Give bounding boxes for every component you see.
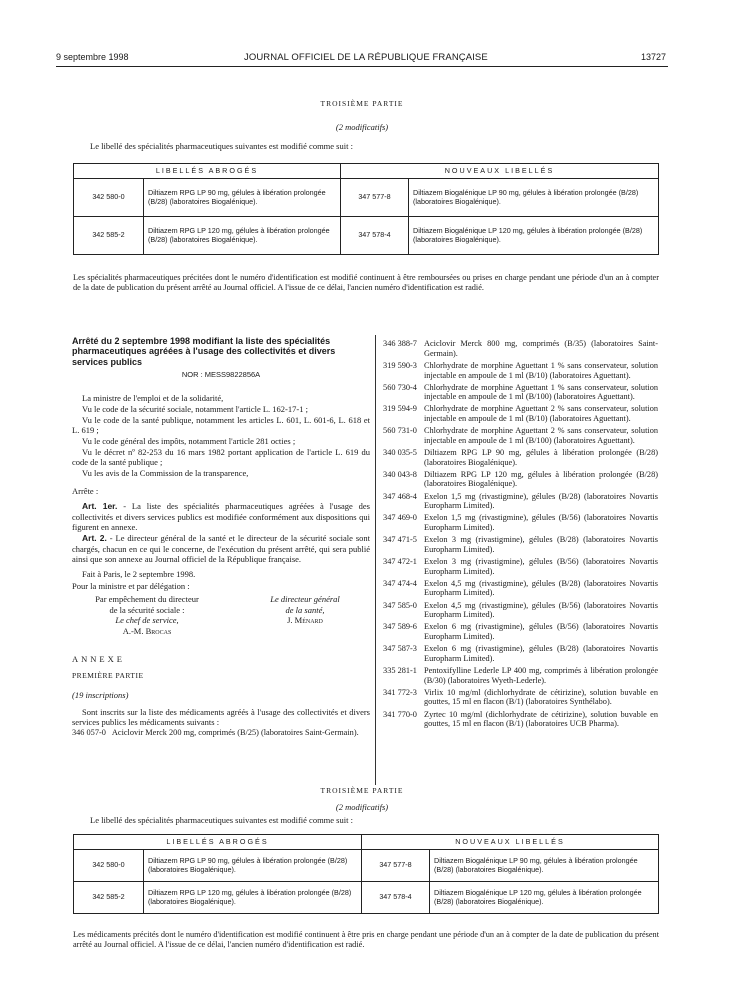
signature-left-name: A.-M. Brocas — [122, 625, 172, 636]
cip-code: 341 770-0 — [383, 709, 417, 719]
signature-right — [240, 594, 370, 626]
list-item — [376, 557, 658, 576]
table-row — [74, 179, 659, 217]
cip-code: 347 589-6 — [383, 622, 417, 632]
col-header-old: LIBELLÉS ABROGÉS — [74, 835, 362, 850]
article-1-text: - La liste des spécialités pharmaceutiques agréées à l'usage des collectivités et divers services publics est modifiée conformément aux dispositions qui figurent en annexe. — [72, 501, 370, 533]
cip-code: 347 472-1 — [383, 556, 417, 566]
col-header-old: LIBELLÉS ABROGÉS — [74, 164, 341, 179]
cip-code: 560 731-0 — [383, 426, 417, 436]
entry-text: Exelon 4,5 mg (rivastigmine), gélules (B/28) (laboratoires Novartis Europharm Limited). — [424, 578, 658, 598]
visa-minister: La ministre de l'emploi et de la solidarité, — [82, 393, 224, 404]
entry-text: Diltiazem RPG LP 120 mg, gélules à libération prolongée (B/28) (laboratoires Biogalénique). — [424, 469, 658, 489]
arrete-title: Arrêté du 2 septembre 1998 modifiant la liste des spécialités pharmaceutiques agréées à l'usage des collectivités et divers services publics — [72, 336, 336, 367]
list-item — [376, 470, 658, 489]
new-code: 347 578-4 — [341, 217, 409, 255]
article-1 — [72, 501, 370, 533]
medicines-list — [376, 339, 658, 731]
premiere-partie-heading: PREMIÈRE PARTIE — [72, 670, 144, 680]
list-item — [376, 448, 658, 467]
arrete-verb: Arrête : — [72, 486, 99, 497]
entry-text: Exelon 3 mg (rivastigmine), gélules (B/56) (laboratoires Novartis Europharm Limited). — [424, 556, 658, 576]
cip-code: 560 730-4 — [383, 382, 417, 392]
col-header-new: NOUVEAUX LIBELLÉS — [362, 835, 659, 850]
arrete-column — [72, 336, 370, 741]
cip-code: 340 043-8 — [383, 469, 417, 479]
entry-text: Exelon 4,5 mg (rivastigmine), gélules (B/56) (laboratoires Novartis Europharm Limited). — [424, 600, 658, 620]
visa-item: Vu le code de la santé publique, notamment les articles L. 601, L. 601-6, L. 618 et L. 619 ; — [72, 414, 370, 436]
entry-text: Exelon 3 mg (rivastigmine), gélules (B/28) (laboratoires Novartis Europharm Limited). — [424, 535, 658, 554]
fait-a-paris: Fait à Paris, le 2 septembre 1998. — [82, 568, 196, 579]
list-item — [376, 710, 658, 729]
cip-code: 347 585-0 — [383, 600, 417, 610]
signature-right-title: de la santé, — [285, 604, 325, 615]
old-code: 342 580-0 — [74, 850, 144, 882]
bottom-footer-note: Les médicaments précités dont le numéro d'identification est modifié continuent à être pris en charge pendant une période d'un an à compter de la date de publication du présent arrêté au Journal officiel. A l'issue de ce délai, l'ancien numéro d'identification est radié. — [73, 930, 659, 950]
entry-text: Aciclovir Merck 800 mg, comprimés (B/35) (laboratoires Saint-Germain). — [424, 339, 658, 358]
old-code: 342 585-2 — [74, 882, 144, 914]
nor-reference: NOR : MESS9822856A — [181, 370, 261, 380]
cip-code: 346 388-7 — [383, 339, 417, 348]
new-label: Diltiazem Biogalénique LP 90 mg, gélules à libération prolongée (B/28) (laboratoires Biogalénique). — [409, 179, 659, 217]
table-row — [74, 217, 659, 255]
issue-date: 9 septembre 1998 — [56, 52, 129, 62]
list-item — [376, 492, 658, 511]
signature-right-name: J. Ménard — [287, 615, 323, 626]
page-number: 13727 — [640, 52, 666, 62]
entry-text: Virlix 10 mg/ml (dichlorhydrate de cétirizine), solution buvable en gouttes, 15 ml en flacon (B/1) (laboratoires Synthélabo). — [424, 687, 658, 707]
visa-item: Vu le code général des impôts, notamment l'article 281 octies ; — [82, 435, 296, 446]
old-label: Diltiazem RPG LP 90 mg, gélules à libération prolongée (B/28) (laboratoires Biogalénique). — [144, 179, 341, 217]
article-2-label: Art. 2. — [82, 532, 107, 543]
visa-item: Vu les avis de la Commission de la transparence, — [82, 467, 249, 478]
entry-text: Zyrtec 10 mg/ml (dichlorhydrate de cétirizine), solution buvable en gouttes, 15 ml en flacon (B/1) (laboratoires UCB Pharma). — [424, 709, 658, 729]
list-item — [376, 404, 658, 423]
annexe-heading: ANNEXE — [72, 654, 125, 665]
cip-code: 347 474-4 — [383, 578, 417, 588]
article-2-text: - Le directeur général de la santé et le directeur de la sécurité sociale sont chargés, chacun en ce qui le concerne, de l'exécution du présent arrêté, qui sera publié ainsi que son annexe au Journal officiel de la République française. — [72, 532, 370, 565]
cip-code: 319 594-9 — [383, 404, 417, 414]
cip-code: 346 057-0 — [72, 727, 106, 737]
top-part-heading: TROISIÈME PARTIE — [320, 99, 404, 108]
cip-code: 341 772-3 — [383, 687, 417, 697]
cip-code: 347 587-3 — [383, 644, 417, 654]
list-item — [376, 513, 658, 532]
entry-text: Diltiazem RPG LP 90 mg, gélules à libération prolongée (B/28) (laboratoires Biogalénique). — [424, 447, 658, 467]
new-code: 347 578-4 — [362, 882, 430, 914]
signature-block — [72, 594, 370, 646]
signature-left — [72, 594, 222, 637]
signature-left-line: Par empêchement du directeur — [95, 594, 199, 605]
new-label: Diltiazem Biogalénique LP 120 mg, gélules à libération prolongée (B/28) (laboratoires Biogalénique). — [430, 882, 659, 914]
cip-code: 347 469-0 — [383, 513, 417, 523]
table-row — [74, 882, 659, 914]
cip-code: 347 471-5 — [383, 535, 417, 545]
list-item — [376, 339, 658, 358]
list-item — [376, 688, 658, 707]
list-item — [376, 622, 658, 641]
visa-item: Vu le code de la sécurité sociale, notamment l'article L. 162-17-1 ; — [82, 404, 308, 415]
cip-code: 347 468-4 — [383, 491, 417, 501]
top-intro: Le libellé des spécialités pharmaceutiques suivantes est modifié comme suit : — [90, 141, 353, 151]
old-code: 342 580-0 — [74, 179, 144, 217]
old-label: Diltiazem RPG LP 120 mg, gélules à libération prolongée (B/28) (laboratoires Biogalénique). — [144, 882, 362, 914]
signature-right-title: Le directeur général — [270, 594, 340, 605]
new-label: Diltiazem Biogalénique LP 120 mg, gélules à libération prolongée (B/28) (laboratoires Biogalénique). — [409, 217, 659, 255]
bottom-modifs: (2 modificatifs) — [335, 802, 389, 812]
old-label: Diltiazem RPG LP 120 mg, gélules à libération prolongée (B/28) (laboratoires Biogalénique). — [144, 217, 341, 255]
cip-code: 335 281-1 — [383, 665, 417, 675]
cip-code: 319 590-3 — [383, 360, 417, 370]
bottom-part-heading: TROISIÈME PARTIE — [320, 786, 404, 795]
delegation-line: Pour la ministre et par délégation : — [72, 581, 190, 592]
table-row — [74, 850, 659, 882]
entry-text: Pentoxifylline Lederle LP 400 mg, comprimés à libération prolongée (B/30) (laboratoires Wyeth-Lederle). — [424, 665, 658, 685]
table-header-row — [74, 835, 659, 850]
entry-text: Chlorhydrate de morphine Aguettant 1 % sans conservateur, solution injectable en ampoule de 1 ml (B/100) (laboratoires Aguettant). — [424, 382, 658, 402]
inscrits-intro: Sont inscrits sur la liste des médicaments agréés à l'usage des collectivités et divers services publics les médicaments suivants : — [72, 706, 370, 728]
visa-item: Vu le décret nº 82-253 du 16 mars 1982 portant application de l'article L. 619 du code de la santé publique ; — [72, 446, 370, 468]
bottom-replacement-table — [73, 834, 659, 914]
article-1-label: Art. 1er. — [82, 501, 118, 512]
col-header-new: NOUVEAUX LIBELLÉS — [341, 164, 659, 179]
top-replacement-table — [73, 163, 659, 255]
signature-left-line: de la sécurité sociale : — [109, 604, 185, 615]
list-item — [376, 383, 658, 402]
list-item — [376, 601, 658, 620]
list-item — [72, 728, 370, 738]
old-label: Diltiazem RPG LP 90 mg, gélules à libération prolongée (B/28) (laboratoires Biogalénique). — [144, 850, 362, 882]
list-item — [376, 644, 658, 663]
entry-text: Exelon 1,5 mg (rivastigmine), gélules (B/56) (laboratoires Novartis Europharm Limited). — [424, 513, 658, 533]
new-code: 347 577-8 — [341, 179, 409, 217]
entry-text: Chlorhydrate de morphine Aguettant 2 % sans conservateur, solution injectable en ampoule de 1 ml (B/100) (laboratoires Aguettant). — [424, 426, 658, 445]
entry-text: Exelon 6 mg (rivastigmine), gélules (B/56) (laboratoires Novartis Europharm Limited). — [424, 622, 658, 642]
entry-text: Chlorhydrate de morphine Aguettant 1 % sans conservateur, solution injectable en ampoule de 1 ml (B/10) (laboratoires Aguettant). — [424, 360, 658, 380]
list-item — [376, 361, 658, 380]
top-footer-note: Les spécialités pharmaceutiques précitées dont le numéro d'identification est modifié continuent à être remboursées ou prises en charge pendant une période d'un an à compter de la date de publication du présent arrêté au Journal officiel. A l'issue de ce délai, l'ancien numéro d'identification est radié. — [73, 273, 659, 293]
signature-left-title: Le chef de service, — [115, 615, 179, 626]
top-modifs: (2 modificatifs) — [335, 122, 389, 132]
inscriptions-count: (19 inscriptions) — [72, 690, 129, 701]
list-item — [376, 426, 658, 445]
article-2 — [72, 533, 370, 565]
entry-text: Chlorhydrate de morphine Aguettant 2 % sans conservateur, solution injectable en ampoule de 1 ml (B/10) (laboratoires Aguettant). — [424, 404, 658, 424]
new-label: Diltiazem Biogalénique LP 90 mg, gélules à libération prolongée (B/28) (laboratoires Biogalénique). — [430, 850, 659, 882]
entry-text: Exelon 1,5 mg (rivastigmine), gélules (B/28) (laboratoires Novartis Europharm Limited). — [424, 491, 658, 511]
list-item — [376, 535, 658, 554]
header-rule — [56, 66, 668, 67]
journal-title: JOURNAL OFFICIEL DE LA RÉPUBLIQUE FRANÇAISE — [244, 52, 488, 63]
list-item — [376, 666, 658, 685]
cip-code: 340 035-5 — [383, 447, 417, 457]
entry-text: Aciclovir Merck 200 mg, comprimés (B/25) (laboratoires Saint-Germain). — [111, 727, 359, 737]
old-code: 342 585-2 — [74, 217, 144, 255]
entry-text: Exelon 6 mg (rivastigmine), gélules (B/28) (laboratoires Novartis Europharm Limited). — [424, 644, 658, 663]
bottom-intro: Le libellé des spécialités pharmaceutiques suivantes est modifié comme suit : — [90, 815, 353, 825]
new-code: 347 577-8 — [362, 850, 430, 882]
table-header-row — [74, 164, 659, 179]
list-item — [376, 579, 658, 598]
